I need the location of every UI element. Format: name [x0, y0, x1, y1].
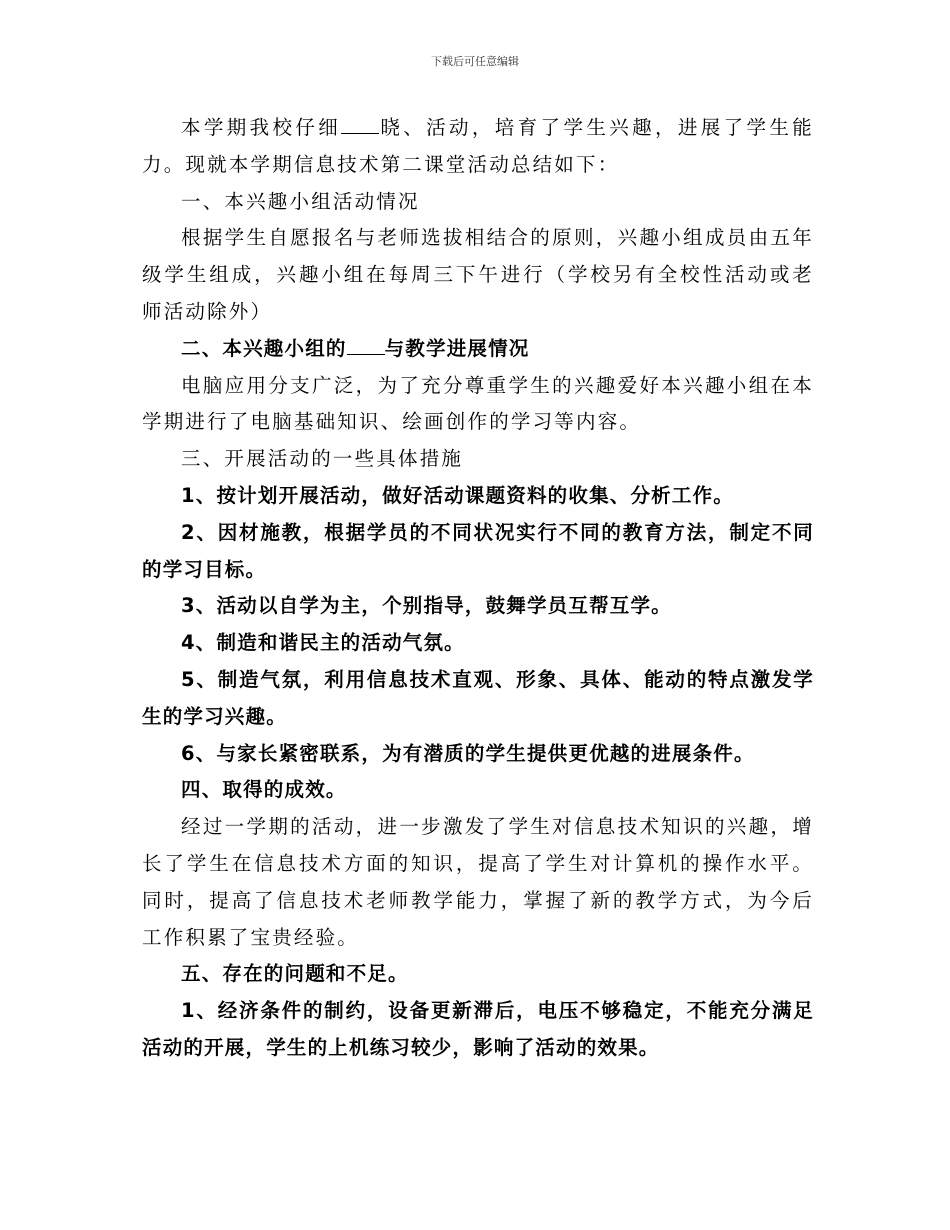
measure-item-6: 6、与家长紧密联系，为有潜质的学生提供更优越的进展条件。: [181, 741, 755, 765]
intro-text-start: 本学期我校仔细: [181, 116, 342, 139]
measure-item-4: 4、制造和谐民主的活动气氛。: [181, 631, 465, 655]
section-heading-1: 一、本兴趣小组活动情况: [181, 189, 420, 213]
blank-underline: [341, 132, 379, 134]
problem-item-1: 1、经济条件的制约，设备更新滞后，电压不够稳定，不能充分满足活动的开展，学生的上机练习较少，影响了活动的效果。: [142, 999, 814, 1059]
section-heading-2-start: 二、本兴趣小组的: [181, 336, 347, 360]
section-heading-3: 三、开展活动的一些具体措施: [181, 447, 464, 471]
section-heading-5: 五、存在的问题和不足。: [181, 962, 409, 986]
measure-item-2: 2、因材施教，根据学员的不同状况实行不同的教育方法，制定不同的学习目标。: [142, 520, 814, 581]
document-body: [142, 110, 814, 1067]
intro-text-end: 晓、活动，培育了学生兴趣，进展了学生能力。现就本学期信息技术第二课堂活动总结如下：: [142, 116, 814, 176]
section-4-body: 经过一学期的活动，进一步激发了学生对信息技术知识的兴趣，增长了学生在信息技术方面的知识，提高了学生对计算机的操作水平。同时，提高了信息技术老师教学能力，掌握了新的教学方式，为今后工作积累了宝贵经验。: [142, 815, 814, 949]
section-heading-2-end: 与教学进展情况: [384, 336, 530, 360]
measure-item-1: 1、按计划开展活动，做好活动课题资料的收集、分析工作。: [181, 483, 734, 507]
section-heading-2: [142, 331, 814, 368]
section-2-body: 电脑应用分支广泛，为了充分尊重学生的兴趣爱好本兴趣小组在本学期进行了电脑基础知识、绘画创作的学习等内容。: [142, 373, 814, 434]
blank-underline: [347, 353, 385, 355]
intro-paragraph: [142, 110, 814, 184]
section-heading-4: 四、取得的成效。: [181, 778, 347, 802]
measure-item-3: 3、活动以自学为主，个别指导，鼓舞学员互帮互学。: [181, 594, 672, 618]
measure-item-5: 5、制造气氛，利用信息技术直观、形象、具体、能动的特点激发学生的学习兴趣。: [142, 667, 814, 728]
page-header-note: 下载后可任意编辑: [431, 55, 519, 68]
section-1-body: 根据学生自愿报名与老师选拔相结合的原则，兴趣小组成员由五年级学生组成，兴趣小组在每周三下午进行（学校另有全校性活动或老师活动除外）: [142, 226, 814, 323]
